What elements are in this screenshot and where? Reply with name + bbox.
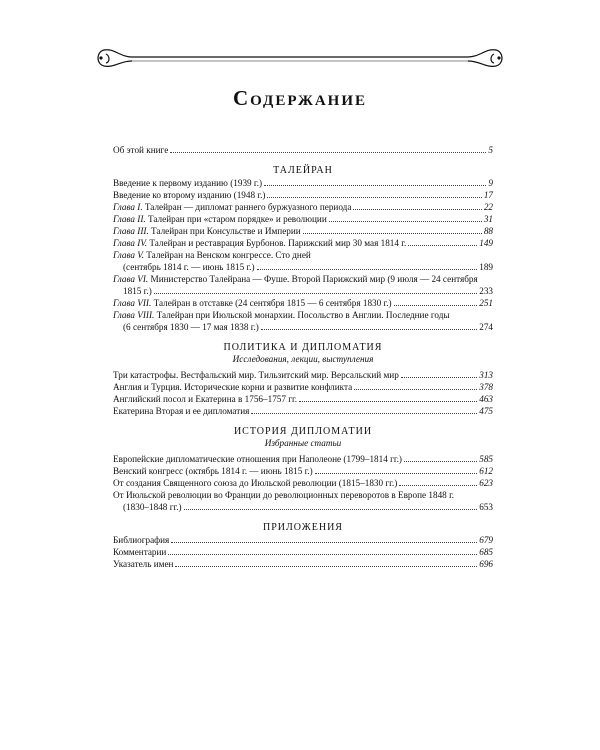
- dot-leader: [299, 401, 477, 402]
- toc-entry[interactable]: [113, 225, 493, 237]
- toc-entry-label: Екатерина Вторая и ее дипломатия: [113, 406, 250, 416]
- toc-entry-page: 251: [479, 298, 493, 308]
- toc-entry-text: [113, 393, 297, 405]
- toc-entry-label: От Июльской революции во Франции до революционных переворотов в Европе 1848 г.: [113, 490, 455, 500]
- section-subheading: Избранные статьи: [264, 438, 342, 448]
- dot-leader: [175, 566, 477, 567]
- toc-entry-text: [113, 237, 406, 249]
- toc-entry-text: [113, 405, 249, 417]
- toc-entry-line: [113, 261, 493, 273]
- dot-leader: [315, 473, 478, 474]
- toc-entry[interactable]: [113, 489, 493, 513]
- chapter-prefix: Глава II.: [113, 214, 146, 224]
- dot-leader: [184, 509, 478, 510]
- dot-leader: [408, 245, 477, 246]
- toc-entry-line: [113, 249, 493, 261]
- dot-leader: [404, 461, 477, 462]
- toc-entry-text: [113, 477, 397, 489]
- toc-entry-label-continued: 1815 г.): [123, 286, 152, 296]
- toc-entry-label: Библиография: [113, 535, 170, 545]
- toc-entry[interactable]: [113, 477, 493, 489]
- toc-entry[interactable]: [113, 405, 493, 417]
- section-heading: ИСТОРИЯ ДИПЛОМАТИИ: [233, 426, 373, 437]
- toc-entry-page: 475: [479, 406, 493, 416]
- toc-entry-text: [113, 225, 301, 237]
- toc-entry-page: 189: [479, 262, 493, 272]
- toc-entry-label: Английский посол и Екатерина в 1756–1757 гг.: [113, 394, 298, 404]
- toc-entry-label: От создания Священного союза до Июльской революции (1815–1830 гг.): [113, 478, 398, 488]
- toc-entry[interactable]: [113, 393, 493, 405]
- dot-leader: [399, 485, 477, 486]
- dot-leader: [264, 185, 486, 186]
- toc-entry-text: [113, 213, 327, 225]
- toc-entry[interactable]: [113, 177, 493, 189]
- toc-entry-text: [113, 546, 166, 558]
- toc-entry[interactable]: [113, 309, 493, 333]
- dot-leader: [251, 413, 477, 414]
- section-heading: ПОЛИТИКА И ДИПЛОМАТИЯ: [223, 342, 383, 353]
- toc-entry-page: 313: [479, 370, 493, 380]
- toc-entry[interactable]: [113, 465, 493, 477]
- toc-entry-label: Три катастрофы. Вестфальский мир. Тильзитский мир. Версальский мир: [113, 370, 399, 380]
- toc-entry[interactable]: [113, 546, 493, 558]
- toc-entry-page: 274: [479, 322, 493, 332]
- toc-entry-text: [113, 177, 262, 189]
- toc-entry-label: Талейран при «старом порядке» и революции: [147, 214, 327, 224]
- toc-entry-page: 88: [483, 226, 493, 236]
- toc-sections: [113, 164, 493, 570]
- toc-entry-label: Талейран и реставрация Бурбонов. Парижский мир 30 мая 1814 г.: [149, 238, 407, 248]
- toc-entry-text: [113, 453, 402, 465]
- toc-entry[interactable]: [113, 369, 493, 381]
- section-heading: ТАЛЕЙРАН: [273, 165, 333, 176]
- toc-entry-label: Англия и Турция. Исторические корни и развитие конфликта: [113, 382, 353, 392]
- toc-entry[interactable]: [113, 189, 493, 201]
- chapter-prefix: Глава VII.: [113, 298, 152, 308]
- chapter-prefix: Глава IV.: [113, 238, 148, 248]
- dot-leader: [303, 233, 482, 234]
- toc-entry-label: Талейран при Июльской монархии. Посольство в Англии. Последние годы: [156, 310, 450, 320]
- toc-entry-label: Комментарии: [113, 547, 167, 557]
- toc-entry[interactable]: [113, 213, 493, 225]
- toc-entry-page: 9: [488, 178, 493, 188]
- toc-entry-line: [113, 273, 493, 285]
- toc-entry-page: 623: [479, 478, 493, 488]
- toc-entry-text: [113, 558, 173, 570]
- toc-entry-label: Талейран при Консульстве и Империи: [151, 226, 301, 236]
- dot-leader: [154, 293, 477, 294]
- toc-entry-label: Указатель имен: [113, 559, 174, 569]
- toc-entry-label: Талейран — дипломат раннего буржуазного периода: [144, 202, 352, 212]
- toc-entry-page: 233: [479, 286, 493, 296]
- table-of-contents: [113, 144, 493, 570]
- toc-entry-page: 585: [479, 454, 493, 464]
- dot-leader: [257, 269, 478, 270]
- toc-entry[interactable]: [113, 249, 493, 273]
- toc-entry-line: [113, 321, 493, 333]
- toc-entry-page: 17: [483, 190, 493, 200]
- toc-entry-label: Об этой книге: [113, 145, 169, 155]
- toc-entry[interactable]: [113, 297, 493, 309]
- toc-entry-page: 5: [488, 145, 493, 155]
- toc-entry-label-continued: (сентябрь 1814 г. — июнь 1815 г.): [123, 262, 255, 272]
- toc-entry-label: Талейран в отставке (24 сентября 1815 — 6 сентября 1830 г.): [153, 298, 392, 308]
- toc-entry-page: 696: [479, 559, 493, 569]
- dot-leader: [394, 305, 478, 306]
- toc-entry-label: Талейран на Венском конгрессе. Сто дней: [146, 250, 311, 260]
- toc-entry-page: 679: [479, 535, 493, 545]
- dot-leader: [170, 152, 486, 153]
- toc-entry-label: Венский конгресс (октябрь 1814 г. — июнь 1815 г.): [113, 466, 313, 476]
- toc-entry[interactable]: [113, 201, 493, 213]
- toc-entry[interactable]: [113, 534, 493, 546]
- toc-entry-page: 378: [479, 382, 493, 392]
- toc-entry-text: [113, 465, 313, 477]
- dot-leader: [267, 197, 481, 198]
- toc-entry-intro[interactable]: [113, 144, 493, 156]
- toc-entry-page: 22: [483, 202, 493, 212]
- toc-entry-page: 31: [483, 214, 493, 224]
- chapter-prefix: Глава V.: [113, 250, 144, 260]
- dot-leader: [329, 221, 482, 222]
- toc-entry-text: [113, 369, 399, 381]
- dot-leader: [401, 377, 477, 378]
- chapter-prefix: Глава VIII.: [113, 310, 155, 320]
- toc-entry-page: 685: [479, 547, 493, 557]
- dot-leader: [353, 209, 481, 210]
- toc-entry[interactable]: [113, 453, 493, 465]
- section-heading: ПРИЛОЖЕНИЯ: [263, 522, 343, 533]
- toc-entry-page: 149: [479, 238, 493, 248]
- chapter-prefix: Глава III.: [113, 226, 149, 236]
- toc-entry-page: 653: [479, 502, 493, 512]
- toc-entry[interactable]: [113, 381, 493, 393]
- toc-entry-text: [113, 189, 265, 201]
- toc-entry-text: [113, 534, 169, 546]
- dot-leader: [261, 329, 477, 330]
- toc-entry-text: [113, 297, 392, 309]
- toc-entry-page: 463: [479, 394, 493, 404]
- toc-entry[interactable]: [113, 273, 493, 297]
- toc-entry-text: [113, 201, 351, 213]
- header-ornament: [92, 44, 508, 74]
- toc-entry[interactable]: [113, 237, 493, 249]
- toc-entry-text: [113, 381, 352, 393]
- section-subheading: Исследования, лекции, выступления: [232, 354, 374, 364]
- toc-entry-label: Министерство Талейрана — Фуше. Второй Парижский мир (9 июля — 24 сентября: [150, 274, 478, 284]
- toc-entry[interactable]: [113, 558, 493, 570]
- toc-entry-label: Введение ко второму изданию (1948 г.): [113, 190, 266, 200]
- dot-leader: [171, 542, 477, 543]
- toc-entry-label-continued: (1830–1848 гг.): [123, 502, 182, 512]
- toc-entry-line: [113, 501, 493, 513]
- toc-entry-line: [113, 309, 493, 321]
- dot-leader: [168, 554, 477, 555]
- page-title: Содержание: [232, 86, 368, 110]
- toc-entry-label: Европейские дипломатические отношения при Наполеоне (1799–1814 гг.): [113, 454, 402, 464]
- dot-leader: [354, 389, 477, 390]
- chapter-prefix: Глава I.: [113, 202, 143, 212]
- toc-entry-page: 612: [479, 466, 493, 476]
- toc-entry-line: [113, 285, 493, 297]
- toc-entry-label: Введение к первому изданию (1939 г.): [113, 178, 263, 188]
- chapter-prefix: Глава VI.: [113, 274, 149, 284]
- toc-entry-label-continued: (6 сентября 1830 — 17 мая 1838 г.): [123, 322, 259, 332]
- toc-entry-line: [113, 489, 493, 501]
